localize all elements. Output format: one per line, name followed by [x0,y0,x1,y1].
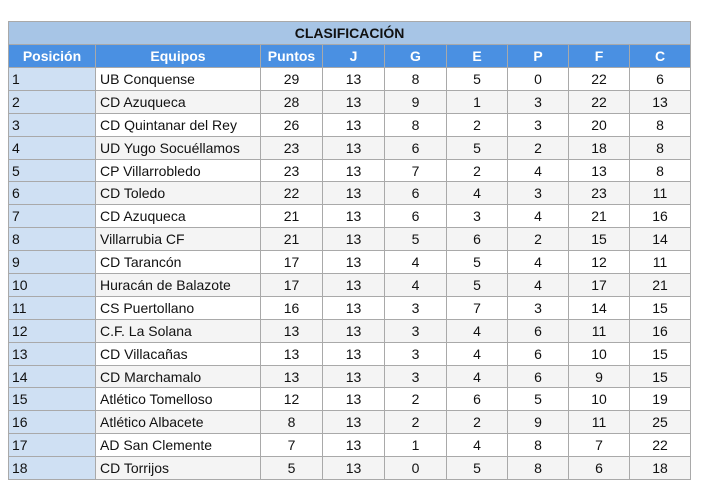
played-cell: 13 [323,90,385,113]
played-cell: 13 [323,136,385,159]
team-cell: CD Azuqueca [96,205,261,228]
lost-cell: 4 [508,274,569,297]
header-c: C [630,45,691,68]
points-cell: 29 [261,68,323,91]
goals-against-cell: 15 [630,365,691,388]
team-cell: CS Puertollano [96,296,261,319]
points-cell: 8 [261,411,323,434]
drawn-cell: 2 [447,411,508,434]
played-cell: 13 [323,388,385,411]
goals-for-cell: 20 [569,113,630,136]
played-cell: 13 [323,274,385,297]
played-cell: 13 [323,342,385,365]
position-cell: 3 [9,113,96,136]
team-cell: Atlético Albacete [96,411,261,434]
goals-for-cell: 11 [569,411,630,434]
drawn-cell: 4 [447,365,508,388]
goals-against-cell: 16 [630,205,691,228]
table-row [9,90,691,113]
table-row [9,274,691,297]
drawn-cell: 5 [447,274,508,297]
position-cell: 14 [9,365,96,388]
lost-cell: 4 [508,205,569,228]
lost-cell: 3 [508,113,569,136]
played-cell: 13 [323,113,385,136]
position-cell: 1 [9,68,96,91]
goals-against-cell: 14 [630,228,691,251]
played-cell: 13 [323,228,385,251]
goals-for-cell: 23 [569,182,630,205]
drawn-cell: 6 [447,388,508,411]
goals-against-cell: 13 [630,90,691,113]
lost-cell: 3 [508,296,569,319]
team-cell: CP Villarrobledo [96,159,261,182]
table-row [9,136,691,159]
won-cell: 1 [385,434,447,457]
table-row [9,296,691,319]
played-cell: 13 [323,457,385,480]
team-cell: CD Azuqueca [96,90,261,113]
drawn-cell: 4 [447,182,508,205]
goals-for-cell: 11 [569,319,630,342]
played-cell: 13 [323,205,385,228]
position-cell: 6 [9,182,96,205]
points-cell: 21 [261,205,323,228]
table-row [9,228,691,251]
title-row [9,22,691,45]
team-cell: UB Conquense [96,68,261,91]
table-row [9,182,691,205]
drawn-cell: 5 [447,251,508,274]
goals-for-cell: 13 [569,159,630,182]
table-row [9,434,691,457]
position-cell: 12 [9,319,96,342]
team-cell: CD Tarancón [96,251,261,274]
position-cell: 13 [9,342,96,365]
position-cell: 17 [9,434,96,457]
position-cell: 2 [9,90,96,113]
team-cell: AD San Clemente [96,434,261,457]
goals-for-cell: 9 [569,365,630,388]
played-cell: 13 [323,411,385,434]
drawn-cell: 4 [447,434,508,457]
team-cell: CD Marchamalo [96,365,261,388]
drawn-cell: 6 [447,228,508,251]
header-e: E [447,45,508,68]
goals-against-cell: 11 [630,251,691,274]
goals-against-cell: 6 [630,68,691,91]
points-cell: 26 [261,113,323,136]
lost-cell: 3 [508,90,569,113]
goals-against-cell: 8 [630,136,691,159]
points-cell: 12 [261,388,323,411]
goals-against-cell: 8 [630,113,691,136]
won-cell: 9 [385,90,447,113]
won-cell: 4 [385,251,447,274]
table-row [9,411,691,434]
lost-cell: 6 [508,342,569,365]
position-cell: 10 [9,274,96,297]
table-row [9,319,691,342]
won-cell: 6 [385,182,447,205]
table-row [9,365,691,388]
drawn-cell: 5 [447,68,508,91]
team-cell: C.F. La Solana [96,319,261,342]
won-cell: 7 [385,159,447,182]
points-cell: 21 [261,228,323,251]
won-cell: 2 [385,411,447,434]
goals-against-cell: 15 [630,296,691,319]
team-cell: Huracán de Balazote [96,274,261,297]
table-body [9,68,691,480]
lost-cell: 4 [508,159,569,182]
drawn-cell: 1 [447,90,508,113]
won-cell: 8 [385,68,447,91]
position-cell: 15 [9,388,96,411]
standings-table-wrapper [8,21,690,480]
table-row [9,457,691,480]
points-cell: 17 [261,251,323,274]
played-cell: 13 [323,365,385,388]
goals-for-cell: 22 [569,90,630,113]
won-cell: 3 [385,342,447,365]
points-cell: 23 [261,136,323,159]
position-cell: 18 [9,457,96,480]
played-cell: 13 [323,68,385,91]
position-cell: 11 [9,296,96,319]
won-cell: 3 [385,365,447,388]
goals-for-cell: 10 [569,342,630,365]
points-cell: 13 [261,319,323,342]
won-cell: 3 [385,296,447,319]
position-cell: 9 [9,251,96,274]
header-f: F [569,45,630,68]
header-j: J [323,45,385,68]
won-cell: 0 [385,457,447,480]
table-row [9,113,691,136]
table-title: CLASIFICACIÓN [9,22,691,45]
drawn-cell: 7 [447,296,508,319]
won-cell: 3 [385,319,447,342]
points-cell: 28 [261,90,323,113]
won-cell: 6 [385,136,447,159]
goals-for-cell: 6 [569,457,630,480]
lost-cell: 3 [508,182,569,205]
drawn-cell: 2 [447,113,508,136]
points-cell: 16 [261,296,323,319]
lost-cell: 5 [508,388,569,411]
points-cell: 17 [261,274,323,297]
team-cell: Atlético Tomelloso [96,388,261,411]
goals-against-cell: 16 [630,319,691,342]
position-cell: 7 [9,205,96,228]
lost-cell: 9 [508,411,569,434]
header-puntos: Puntos [261,45,323,68]
lost-cell: 4 [508,251,569,274]
team-cell: UD Yugo Socuéllamos [96,136,261,159]
drawn-cell: 4 [447,342,508,365]
drawn-cell: 5 [447,457,508,480]
lost-cell: 2 [508,228,569,251]
position-cell: 5 [9,159,96,182]
goals-for-cell: 10 [569,388,630,411]
header-row [9,45,691,68]
team-cell: CD Toledo [96,182,261,205]
played-cell: 13 [323,182,385,205]
played-cell: 13 [323,159,385,182]
goals-against-cell: 15 [630,342,691,365]
points-cell: 7 [261,434,323,457]
goals-for-cell: 12 [569,251,630,274]
goals-against-cell: 21 [630,274,691,297]
drawn-cell: 2 [447,159,508,182]
header-posicion: Posición [9,45,96,68]
lost-cell: 8 [508,457,569,480]
lost-cell: 6 [508,319,569,342]
position-cell: 8 [9,228,96,251]
points-cell: 13 [261,365,323,388]
played-cell: 13 [323,434,385,457]
goals-against-cell: 11 [630,182,691,205]
table-row [9,205,691,228]
header-g: G [385,45,447,68]
won-cell: 8 [385,113,447,136]
goals-for-cell: 14 [569,296,630,319]
points-cell: 23 [261,159,323,182]
goals-against-cell: 19 [630,388,691,411]
won-cell: 6 [385,205,447,228]
table-row [9,342,691,365]
lost-cell: 2 [508,136,569,159]
header-equipos: Equipos [96,45,261,68]
goals-against-cell: 25 [630,411,691,434]
goals-against-cell: 8 [630,159,691,182]
goals-for-cell: 17 [569,274,630,297]
drawn-cell: 4 [447,319,508,342]
position-cell: 16 [9,411,96,434]
team-cell: Villarrubia CF [96,228,261,251]
goals-for-cell: 15 [569,228,630,251]
header-p: P [508,45,569,68]
goals-for-cell: 7 [569,434,630,457]
goals-for-cell: 18 [569,136,630,159]
goals-for-cell: 22 [569,68,630,91]
standings-table [8,21,691,480]
played-cell: 13 [323,319,385,342]
lost-cell: 8 [508,434,569,457]
drawn-cell: 5 [447,136,508,159]
team-cell: CD Villacañas [96,342,261,365]
table-row [9,68,691,91]
goals-for-cell: 21 [569,205,630,228]
won-cell: 4 [385,274,447,297]
goals-against-cell: 22 [630,434,691,457]
won-cell: 5 [385,228,447,251]
lost-cell: 6 [508,365,569,388]
played-cell: 13 [323,251,385,274]
table-row [9,388,691,411]
team-cell: CD Torrijos [96,457,261,480]
table-row [9,159,691,182]
won-cell: 2 [385,388,447,411]
position-cell: 4 [9,136,96,159]
lost-cell: 0 [508,68,569,91]
team-cell: CD Quintanar del Rey [96,113,261,136]
drawn-cell: 3 [447,205,508,228]
goals-against-cell: 18 [630,457,691,480]
points-cell: 13 [261,342,323,365]
table-row [9,251,691,274]
points-cell: 22 [261,182,323,205]
points-cell: 5 [261,457,323,480]
played-cell: 13 [323,296,385,319]
